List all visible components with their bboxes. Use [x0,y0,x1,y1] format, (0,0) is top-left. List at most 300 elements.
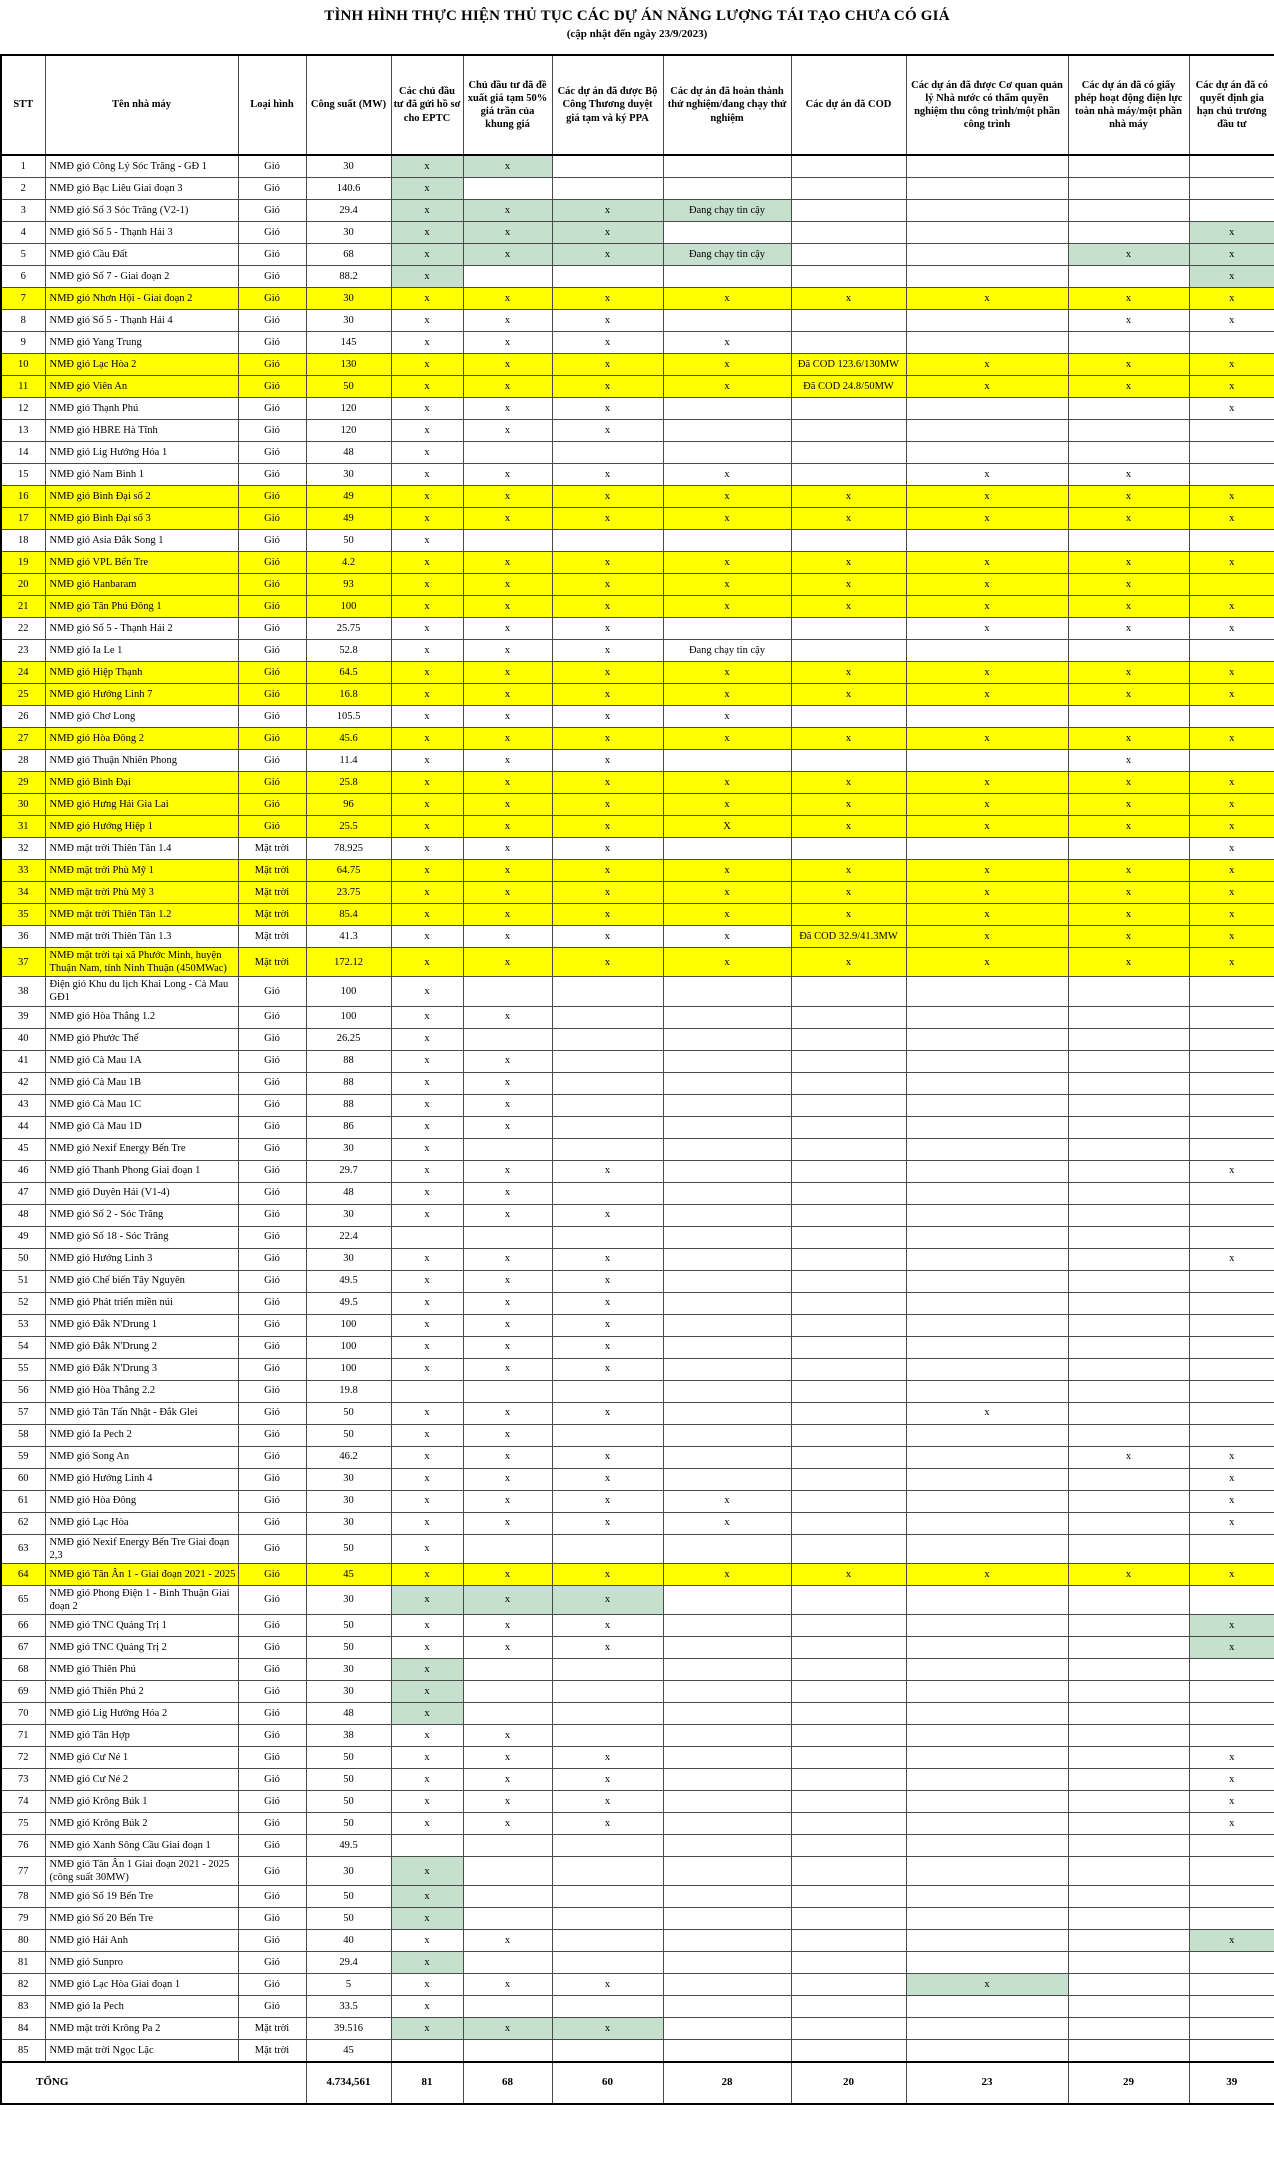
cell-plant-name: NMĐ gió Đắk N'Drung 1 [45,1314,238,1336]
table-row [1,1490,1274,1512]
cell-status-11 [1068,530,1189,552]
cell-status-5: x [391,750,463,772]
cell-capacity: 30 [306,1248,391,1270]
cell-status-10 [906,1292,1068,1314]
cell-capacity: 49.5 [306,1835,391,1857]
cell-capacity: 88 [306,1094,391,1116]
cell-type: Gió [238,640,306,662]
table-body [1,155,1274,2104]
cell-type: Gió [238,1094,306,1116]
cell-status-7 [552,1835,663,1857]
cell-status-6: x [463,1637,552,1659]
cell-status-10: x [906,596,1068,618]
table-row [1,1094,1274,1116]
cell-status-5: x [391,1072,463,1094]
cell-plant-name: NMĐ gió TNC Quảng Trị 1 [45,1615,238,1637]
cell-status-9 [791,1857,906,1886]
cell-type: Gió [238,1050,306,1072]
cell-status-9 [791,1725,906,1747]
cell-status-5: x [391,662,463,684]
column-header-11: Các dự án đã có quyết định gia hạn chủ trương đầu tư [1189,55,1274,155]
cell-status-7 [552,1028,663,1050]
cell-status-5 [391,1226,463,1248]
table-row [1,442,1274,464]
cell-status-11: x [1068,662,1189,684]
cell-status-10 [906,1094,1068,1116]
cell-status-11: x [1068,904,1189,926]
cell-status-10 [906,420,1068,442]
cell-status-9 [791,1204,906,1226]
cell-capacity: 64.75 [306,860,391,882]
cell-type: Gió [238,288,306,310]
cell-status-8 [663,1050,791,1072]
cell-status-8: x [663,1563,791,1585]
cell-type: Gió [238,310,306,332]
table-row [1,750,1274,772]
cell-stt: 22 [1,618,45,640]
table-row [1,772,1274,794]
cell-status-10 [906,1908,1068,1930]
cell-capacity: 50 [306,1402,391,1424]
cell-status-10 [906,1791,1068,1813]
cell-stt: 55 [1,1358,45,1380]
cell-status-6 [463,1952,552,1974]
cell-status-5: x [391,1248,463,1270]
cell-plant-name: NMĐ gió Bạc Liêu Giai đoạn 3 [45,178,238,200]
cell-status-8 [663,1446,791,1468]
cell-status-8: x [663,882,791,904]
cell-status-12 [1189,1952,1274,1974]
cell-status-9: x [791,596,906,618]
table-row [1,1006,1274,1028]
table-row [1,1585,1274,1614]
cell-capacity: 49.5 [306,1270,391,1292]
cell-capacity: 100 [306,1314,391,1336]
cell-plant-name: NMĐ mặt trời tại xã Phước Minh, huyện Thuận Nam, tỉnh Ninh Thuận (450MWac) [45,948,238,977]
cell-type: Gió [238,1160,306,1182]
table-row [1,398,1274,420]
cell-capacity: 30 [306,1490,391,1512]
cell-status-11 [1068,1490,1189,1512]
cell-capacity: 30 [306,1659,391,1681]
cell-status-5: x [391,354,463,376]
cell-status-12: x [1189,1769,1274,1791]
cell-type: Gió [238,200,306,222]
cell-status-8 [663,1314,791,1336]
cell-status-6: x [463,486,552,508]
cell-status-9 [791,1681,906,1703]
cell-type: Gió [238,332,306,354]
cell-status-11 [1068,1681,1189,1703]
cell-status-6: x [463,398,552,420]
cell-stt: 42 [1,1072,45,1094]
cell-status-12: x [1189,288,1274,310]
cell-status-11 [1068,1747,1189,1769]
cell-status-10 [906,1534,1068,1563]
cell-status-12 [1189,1659,1274,1681]
cell-status-8 [663,2040,791,2063]
total-status-9: 20 [791,2062,906,2104]
table-row [1,728,1274,750]
cell-status-11: x [1068,310,1189,332]
cell-status-5: x [391,1138,463,1160]
cell-status-11 [1068,332,1189,354]
cell-status-5 [391,2040,463,2063]
cell-stt: 71 [1,1725,45,1747]
cell-plant-name: NMĐ gió Số 5 - Thạnh Hải 4 [45,310,238,332]
cell-capacity: 100 [306,1006,391,1028]
cell-status-8 [663,1380,791,1402]
table-row [1,1380,1274,1402]
cell-status-11 [1068,1050,1189,1072]
cell-type: Gió [238,750,306,772]
cell-plant-name: NMĐ gió Asia Đắk Song 1 [45,530,238,552]
cell-status-5: x [391,618,463,640]
cell-type: Gió [238,1358,306,1380]
cell-status-6: x [463,574,552,596]
cell-status-6 [463,1681,552,1703]
cell-plant-name: NMĐ gió Cà Mau 1A [45,1050,238,1072]
total-capacity: 4.734,561 [306,2062,391,2104]
cell-status-8 [663,1468,791,1490]
cell-status-5: x [391,882,463,904]
cell-status-7 [552,266,663,288]
cell-type: Gió [238,662,306,684]
cell-status-11 [1068,1226,1189,1248]
cell-status-8 [663,750,791,772]
cell-capacity: 19.8 [306,1380,391,1402]
cell-status-10: x [906,904,1068,926]
cell-status-9: x [791,1563,906,1585]
cell-stt: 53 [1,1314,45,1336]
cell-status-11 [1068,1585,1189,1614]
cell-status-11: x [1068,926,1189,948]
cell-status-9: x [791,574,906,596]
cell-status-5: x [391,1358,463,1380]
cell-plant-name: NMĐ gió Hòa Đông [45,1490,238,1512]
cell-type: Gió [238,1424,306,1446]
cell-status-5: x [391,1116,463,1138]
cell-plant-name: NMĐ gió Công Lý Sóc Trăng - GĐ 1 [45,155,238,178]
cell-status-8 [663,310,791,332]
cell-status-6: x [463,618,552,640]
cell-status-10: x [906,882,1068,904]
cell-status-12: x [1189,508,1274,530]
cell-status-12: x [1189,794,1274,816]
cell-stt: 33 [1,860,45,882]
cell-status-9 [791,1380,906,1402]
cell-status-6: x [463,420,552,442]
cell-status-5: x [391,1974,463,1996]
cell-status-8 [663,1659,791,1681]
cell-capacity: 64.5 [306,662,391,684]
cell-status-7: x [552,1248,663,1270]
cell-status-7: x [552,1585,663,1614]
cell-status-6: x [463,1248,552,1270]
cell-status-10 [906,1886,1068,1908]
cell-status-12 [1189,977,1274,1006]
column-header-2: Loại hình [238,55,306,155]
cell-type: Gió [238,1226,306,1248]
cell-status-8 [663,1424,791,1446]
cell-status-6 [463,2040,552,2063]
cell-status-7: x [552,1512,663,1534]
cell-stt: 79 [1,1908,45,1930]
cell-status-7 [552,442,663,464]
cell-status-10 [906,1996,1068,2018]
cell-plant-name: NMĐ gió Cư Né 2 [45,1769,238,1791]
cell-type: Gió [238,816,306,838]
cell-type: Gió [238,1446,306,1468]
cell-status-5: x [391,178,463,200]
cell-plant-name: NMĐ gió Duyên Hải (V1-4) [45,1182,238,1204]
cell-plant-name: NMĐ gió Bình Đại số 3 [45,508,238,530]
cell-status-6: x [463,596,552,618]
cell-status-9 [791,1028,906,1050]
cell-status-5: x [391,1182,463,1204]
cell-status-9: x [791,486,906,508]
cell-stt: 37 [1,948,45,977]
cell-status-6: x [463,155,552,178]
cell-type: Gió [238,1930,306,1952]
cell-status-9 [791,1424,906,1446]
cell-status-5: x [391,398,463,420]
cell-status-12: x [1189,728,1274,750]
cell-status-9 [791,2040,906,2063]
cell-status-10 [906,1490,1068,1512]
cell-status-10 [906,2018,1068,2040]
cell-status-10 [906,442,1068,464]
cell-stt: 49 [1,1226,45,1248]
cell-plant-name: NMĐ gió Số 5 - Thạnh Hải 3 [45,222,238,244]
cell-status-12: x [1189,1615,1274,1637]
cell-status-11 [1068,1468,1189,1490]
table-row [1,1336,1274,1358]
cell-status-12: x [1189,1248,1274,1270]
cell-status-11 [1068,1813,1189,1835]
cell-plant-name: NMĐ gió Lig Hướng Hóa 1 [45,442,238,464]
cell-status-12: x [1189,1468,1274,1490]
cell-status-7: x [552,1813,663,1835]
cell-status-5: x [391,464,463,486]
cell-status-5: x [391,1703,463,1725]
cell-status-11 [1068,1769,1189,1791]
table-row [1,200,1274,222]
table-row [1,794,1274,816]
cell-status-12: x [1189,222,1274,244]
cell-status-10 [906,706,1068,728]
cell-status-10 [906,1585,1068,1614]
cell-status-9 [791,1886,906,1908]
cell-status-11: x [1068,244,1189,266]
cell-status-8 [663,1534,791,1563]
cell-status-9 [791,1006,906,1028]
cell-stt: 48 [1,1204,45,1226]
cell-capacity: 50 [306,1813,391,1835]
cell-type: Gió [238,376,306,398]
cell-status-5: x [391,1050,463,1072]
cell-stt: 9 [1,332,45,354]
cell-plant-name: NMĐ gió Tân Phú Đông 1 [45,596,238,618]
cell-status-12 [1189,1226,1274,1248]
cell-status-12 [1189,1725,1274,1747]
cell-status-11 [1068,838,1189,860]
cell-status-12 [1189,1703,1274,1725]
cell-status-9 [791,1116,906,1138]
cell-type: Gió [238,1813,306,1835]
cell-status-6 [463,442,552,464]
total-status-6: 68 [463,2062,552,2104]
cell-status-7 [552,1226,663,1248]
table-row [1,1028,1274,1050]
table-row [1,2018,1274,2040]
cell-type: Gió [238,574,306,596]
cell-status-12 [1189,200,1274,222]
cell-status-7: x [552,1637,663,1659]
cell-stt: 85 [1,2040,45,2063]
cell-status-6: x [463,948,552,977]
cell-stt: 64 [1,1563,45,1585]
cell-capacity: 86 [306,1116,391,1138]
cell-status-11 [1068,155,1189,178]
cell-status-12 [1189,1204,1274,1226]
cell-status-7: x [552,816,663,838]
cell-status-6 [463,1226,552,1248]
cell-status-12: x [1189,596,1274,618]
cell-capacity: 30 [306,464,391,486]
cell-status-11: x [1068,574,1189,596]
cell-status-9 [791,1974,906,1996]
cell-status-9: x [791,684,906,706]
cell-status-6 [463,1028,552,1050]
cell-status-10: x [906,618,1068,640]
cell-stt: 36 [1,926,45,948]
cell-capacity: 130 [306,354,391,376]
cell-type: Mặt trời [238,948,306,977]
cell-status-8 [663,222,791,244]
cell-status-12 [1189,1681,1274,1703]
cell-status-8: x [663,574,791,596]
cell-status-9 [791,1930,906,1952]
cell-plant-name: NMĐ mặt trời Phù Mỹ 1 [45,860,238,882]
cell-status-8 [663,1747,791,1769]
cell-status-10 [906,977,1068,1006]
cell-status-7 [552,1930,663,1952]
cell-status-11 [1068,1835,1189,1857]
cell-stt: 73 [1,1769,45,1791]
cell-plant-name: NMĐ gió Nexif Energy Bến Tre [45,1138,238,1160]
cell-status-10: x [906,772,1068,794]
cell-status-11 [1068,200,1189,222]
cell-capacity: 29.4 [306,200,391,222]
cell-status-12: x [1189,1813,1274,1835]
cell-plant-name: NMĐ gió Cà Mau 1D [45,1116,238,1138]
cell-status-9 [791,310,906,332]
cell-type: Gió [238,1952,306,1974]
cell-capacity: 30 [306,310,391,332]
cell-status-10 [906,1512,1068,1534]
cell-status-12 [1189,1270,1274,1292]
cell-status-6: x [463,1094,552,1116]
cell-status-12: x [1189,398,1274,420]
cell-status-10 [906,178,1068,200]
cell-status-6: x [463,1512,552,1534]
cell-status-6: x [463,1072,552,1094]
cell-status-6: x [463,310,552,332]
cell-status-7: x [552,508,663,530]
cell-status-5: x [391,155,463,178]
cell-status-8: x [663,772,791,794]
cell-capacity: 50 [306,1908,391,1930]
cell-status-12 [1189,1094,1274,1116]
cell-status-12 [1189,1402,1274,1424]
cell-status-12: x [1189,486,1274,508]
cell-status-10 [906,310,1068,332]
cell-plant-name: NMĐ mặt trời Thiên Tân 1.3 [45,926,238,948]
cell-status-5: x [391,1791,463,1813]
cell-status-5: x [391,332,463,354]
cell-status-12 [1189,178,1274,200]
cell-status-8: Đang chạy tin cậy [663,640,791,662]
cell-status-9: Đã COD 24.8/50MW [791,376,906,398]
cell-status-8: x [663,596,791,618]
cell-status-10 [906,1725,1068,1747]
cell-status-8 [663,1769,791,1791]
cell-status-8 [663,2018,791,2040]
cell-status-11 [1068,1204,1189,1226]
cell-status-7: x [552,486,663,508]
cell-plant-name: NMĐ gió Lạc Hòa Giai đoạn 1 [45,1974,238,1996]
cell-status-9 [791,1813,906,1835]
cell-status-6: x [463,860,552,882]
cell-status-7: x [552,1160,663,1182]
cell-capacity: 16.8 [306,684,391,706]
cell-stt: 56 [1,1380,45,1402]
cell-status-6: x [463,464,552,486]
cell-plant-name: NMĐ gió Nam Bình 1 [45,464,238,486]
cell-type: Mặt trời [238,860,306,882]
cell-stt: 15 [1,464,45,486]
cell-status-10: x [906,486,1068,508]
cell-status-6: x [463,684,552,706]
cell-stt: 84 [1,2018,45,2040]
table-row [1,706,1274,728]
total-status-11: 29 [1068,2062,1189,2104]
cell-status-5: x [391,684,463,706]
cell-plant-name: NMĐ gió Đắk N'Drung 3 [45,1358,238,1380]
column-header-3: Công suất (MW) [306,55,391,155]
cell-plant-name: NMĐ gió Ia Pech [45,1996,238,2018]
cell-plant-name: NMĐ gió Tân Tấn Nhật - Đắk Glei [45,1402,238,1424]
cell-stt: 1 [1,155,45,178]
cell-status-10 [906,1270,1068,1292]
cell-status-11: x [1068,508,1189,530]
cell-capacity: 30 [306,1204,391,1226]
cell-capacity: 11.4 [306,750,391,772]
cell-stt: 81 [1,1952,45,1974]
cell-status-9 [791,266,906,288]
cell-status-12 [1189,1974,1274,1996]
table-row [1,2040,1274,2063]
cell-status-11 [1068,1270,1189,1292]
cell-status-7: x [552,1615,663,1637]
table-row [1,1072,1274,1094]
cell-type: Gió [238,1314,306,1336]
table-row [1,948,1274,977]
cell-status-9 [791,1358,906,1380]
cell-type: Gió [238,1182,306,1204]
table-row [1,1659,1274,1681]
